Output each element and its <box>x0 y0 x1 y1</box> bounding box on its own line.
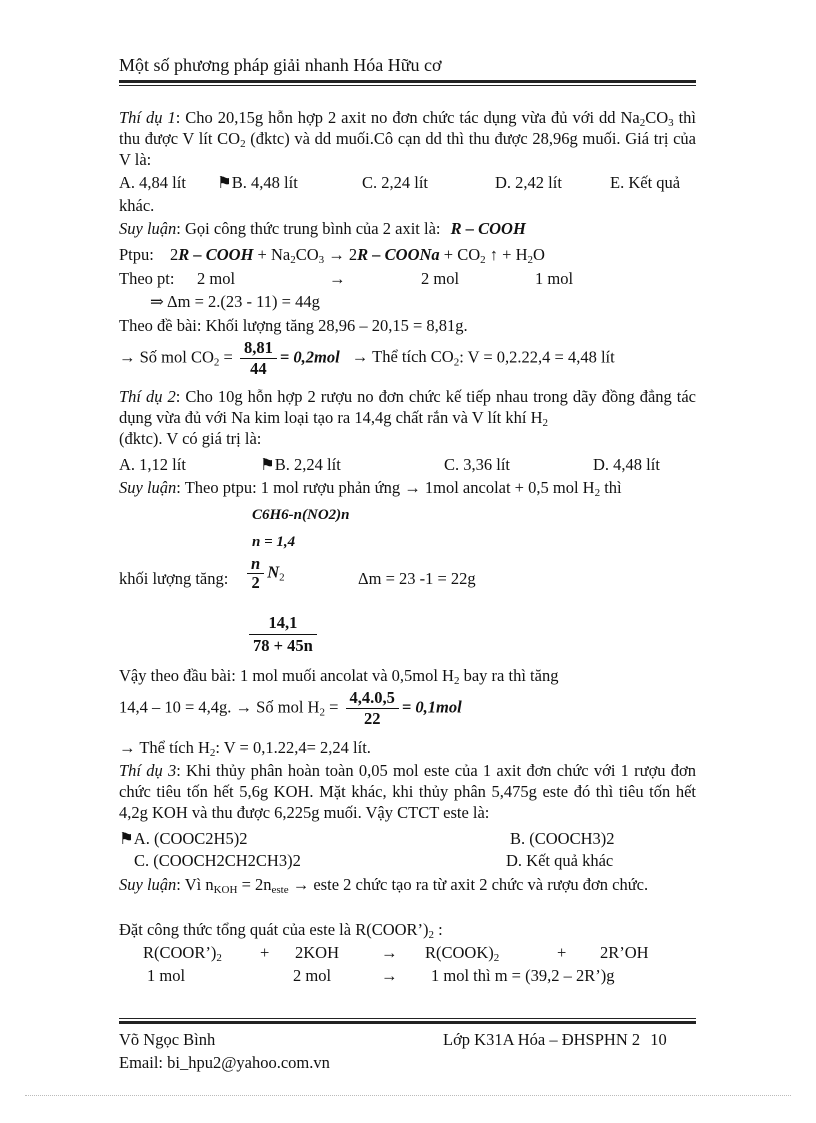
ex2-vay: Vậy theo đầu bài: 1 mol muối ancolat và 0,5mol $H_2$ bay ra thì tăng <box>119 666 559 687</box>
ex1-reaction: Ptpu: 2R – COOH + $Na_2CO_3 \to 2R$ – COONa + $CO_2$ ↑ + $H_2O$ <box>119 245 545 266</box>
ex3-question: Thí dụ 3: Khi thủy phân hoàn toàn 0,05 mol este của 1 axit đơn chức với 1 rượu đơn chức tiêu tốn hết 5,6g KOH. Mặt khác, khi thủy phân 5,475g este đó thì tiêu tốn hết 4,2g KOH và thu được 6,225g muối. Vậy CTCT este là: <box>119 761 696 822</box>
footer-email: Email: bi_hpu2@yahoo.com.vn <box>119 1053 330 1072</box>
ex2-reasoning: Suy luận: Theo ptpu: 1 mol rượu phản ứng → 1mol ancolat + 0,5 mol $H_2$ thì <box>119 478 622 499</box>
ex1-option-d: D. 2,42 lít <box>495 173 562 192</box>
ex3-dat: Đặt công thức tổng quát của este là $R(COOR’)_2$ : <box>119 920 443 941</box>
ex2-option-c: C. 3,36 lít <box>444 455 511 474</box>
ex3-equation: $R(COOR’)_2$ + 2KOH → $R(COOK)_2$ + 2R’OH <box>143 943 649 964</box>
header-title: Một số phương pháp giải nhanh Hóa Hữu cơ <box>119 55 442 75</box>
ex2-khoiluong: khối lượng tăng: <box>119 569 229 588</box>
ex1-option-e: E. Kết quả <box>610 173 681 192</box>
ex3-stoich: 1 mol 2 mol → 1 mol thì m = (39,2 – 2R’)g <box>147 966 615 985</box>
ex1-question: Thí dụ 1: Cho 20,15g hỗn hợp 2 axit no đơn chức tác dụng vừa đủ với dd $Na_2CO_3$ thì thu được V lít $CO_2$ (đktc) và dd muối.Cô cạn dd thì thu được 28,96g muối. Giá trị của V là: <box>119 108 697 169</box>
up-arrow-icon: ↑ <box>485 245 499 264</box>
ex1-option-a: A. 4,84 lít <box>119 173 186 192</box>
header-rule <box>119 80 696 83</box>
flag-icon: ⚑ <box>260 455 275 474</box>
stray-fraction: $\frac{n}{2}$ $N_2$ <box>244 555 285 592</box>
flag-icon: ⚑ <box>217 173 232 192</box>
ex1-delta-m: ⇒ Δm = 2.(23 - 11) = 44g <box>150 292 320 311</box>
ex1-option-e-cont: khác. <box>119 196 155 215</box>
footer-author: Võ Ngọc Bình <box>119 1030 216 1049</box>
ex2-option-b: ⚑B. 2,24 lít <box>260 455 341 474</box>
page-bottom-divider <box>25 1095 791 1096</box>
ex3-option-b: B. (COOCH3)2 <box>510 829 615 848</box>
page-number: 10 <box>650 1030 667 1049</box>
ex2-fraction: $\frac{4,4.0,5}{22}$ <box>346 688 399 729</box>
ex3-option-a: ⚑A. (COOC2H5)2 <box>119 829 248 848</box>
stray-nbar: n = 1,4 <box>252 534 296 550</box>
ex3-option-c: C. (COOCH2CH2CH3)2 <box>134 851 301 870</box>
ex1-label: Thí dụ 1 <box>119 108 176 127</box>
footer-class: Lớp K31A Hóa – ĐHSPHN 2 10 <box>443 1030 667 1049</box>
flag-icon: ⚑ <box>119 829 134 848</box>
footer-rule-thick <box>119 1021 696 1024</box>
footer-rule <box>119 1018 696 1019</box>
ex2-option-a: A. 1,12 lít <box>119 455 186 474</box>
ex1-somol: → Số mol $CO_2$ = $\frac{8,81}{44}$ = 0,2mol → Thể tích $CO_2$: V = 0,2.22,4 = 4,48 lít <box>119 338 615 378</box>
ex2-option-d: D. 4,48 lít <box>593 455 660 474</box>
ex1-option-b: ⚑B. 4,48 lít <box>217 173 298 192</box>
ex1-reasoning: Suy luận: Gọi công thức trung bình của 2 axit là: R – COOH <box>119 219 526 238</box>
ex1-option-c: C. 2,24 lít <box>362 173 429 192</box>
ex3-reasoning: Suy luận: Vì $n_{KOH} = 2n_{este}$ → este 2 chức tạo ra từ axit 2 chức và rượu đơn chức. <box>119 875 649 896</box>
ex3-option-d: D. Kết quả khác <box>506 851 614 870</box>
ex2-delta-m: Δm = 23 -1 = 22g <box>358 569 476 588</box>
ex2-question: Thí dụ 2: Cho 10g hỗn hợp 2 rượu no đơn chức kế tiếp nhau trong dãy đồng đẳng tác dụng vừa đủ với Na kim loại tạo ra 14,4g chất rắn và V lít khí $H_2$ (đktc). V có giá trị là: <box>119 387 696 448</box>
ex1-debai: Theo đề bài: Khối lượng tăng 28,96 – 20,15 = 8,81g. <box>119 316 468 335</box>
stray-fraction-2: $\frac{14,1}{78 + 45n}$ <box>246 612 320 657</box>
header-rule-thin <box>119 85 696 86</box>
stray-formula: C6H6-n(NO2)n <box>252 507 350 523</box>
ex1-stoich: Theo pt: 2 mol → 2 mol 1 mol <box>119 269 574 288</box>
ex2-calc: 14,4 – 10 = 4,4g. → Số mol $H_2$ = $\frac{4,4.0,5}{22}$ = 0,1mol <box>119 688 462 728</box>
ex2-thetich: → Thể tích $H_2$: V = 0,1.22,4= 2,24 lít. <box>119 738 371 759</box>
ex1-fraction: $\frac{8,81}{44}$ <box>240 338 277 379</box>
